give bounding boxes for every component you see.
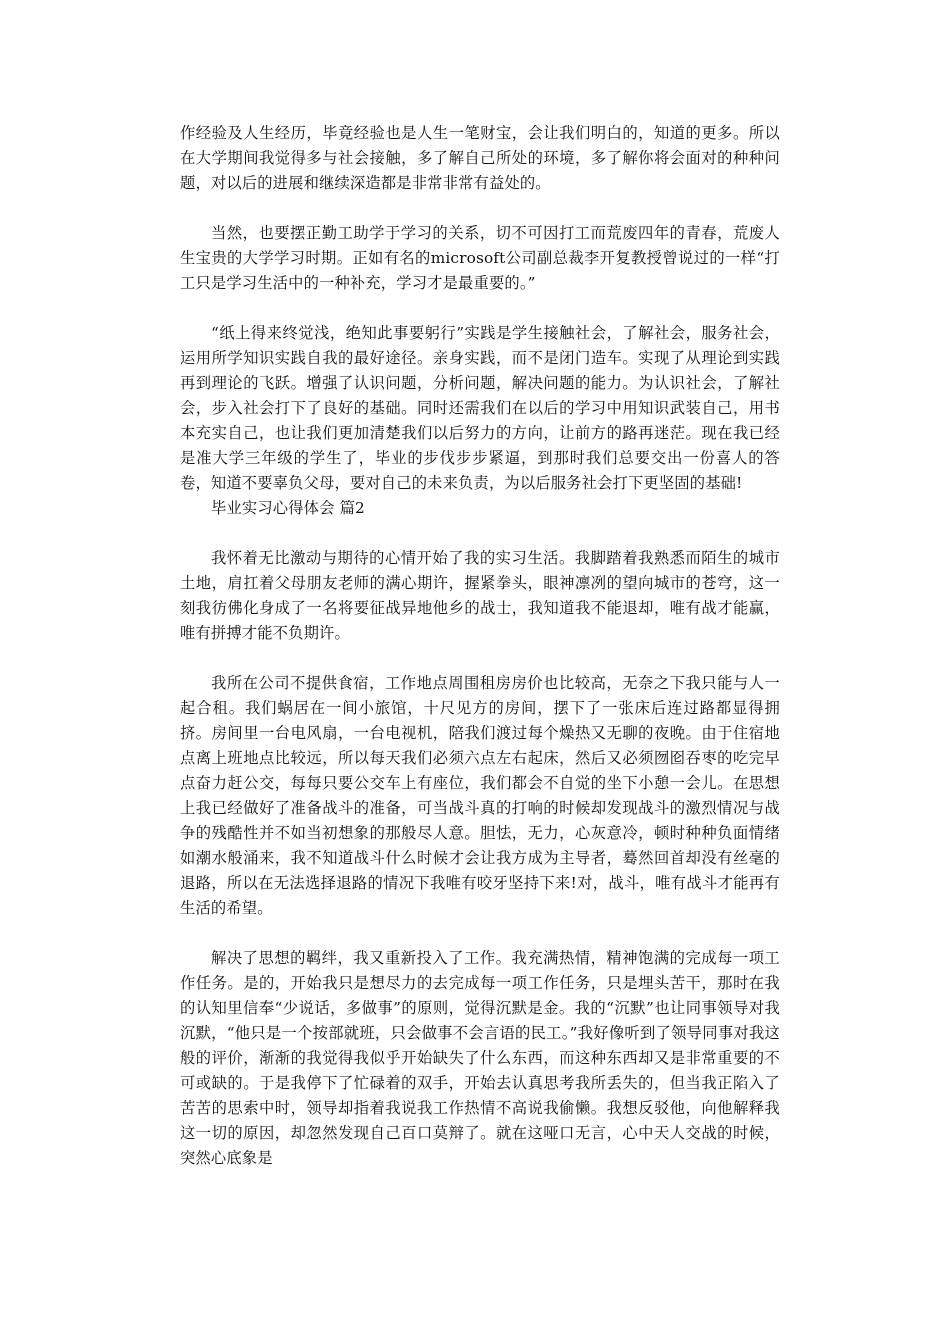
section-heading: 毕业实习心得体会 篇2 (211, 499, 365, 517)
section-paragraph-2: 我所在公司不提供食宿，工作地点周围租房房价也比较高，无奈之下我只能与人一起合租。我们蜗居在一间小旅馆，十尺见方的房间，摆下了一张床后连过路都显得拥挤。房间里一台电风扇，一台电视机，陪我们渡过每个燥热又无聊的夜晚。由于住宿地点离上班地点比较远，所以每天我们必须六点左右起床，然后又必须囫囵吞枣的吃完早点奋力赶公交，每每只要公交车上有座位，我们都会不自觉的坐下小憩一会儿。在思想上我已经做好了准备战斗的准备，可当战斗真的打响的时候却发现战斗的激烈情况与战争的残酷性并不如当初想象的那般尽人意。胆怯，无力，心灰意冷，顿时种种负面情绪如潮水般涌来，我不知道战斗什么时候才会让我方成为主导者，蓦然回首却没有丝毫的退路，所以在无法选择退路的情况下我唯有咬牙坚持下来!对，战斗，唯有战斗才能再有生活的希望。 (180, 674, 780, 917)
section-paragraph-1: 我怀着无比激动与期待的心情开始了我的实习生活。我脚踏着我熟悉而陌生的城市土地，肩扛着父母朋友老师的满心期许，握紧拳头，眼神凛冽的望向城市的苍穹，这一刻我彷佛化身成了一名将要征战异地他乡的战士，我知道我不能退却，唯有战才能赢，唯有拼搏才能不负期许。 (180, 549, 780, 642)
paragraph-1: 作经验及人生经历，毕竟经验也是人生一笔财宝，会让我们明白的，知道的更多。所以在大学期间我觉得多与社会接触，多了解自己所处的环境，多了解你将会面对的种种问题，对以后的进展和继续深造都是非常非常有益处的。 (180, 124, 780, 192)
paragraph-2: 当然，也要摆正勤工助学于学习的关系，切不可因打工而荒废四年的青春，荒废人生宝贵的大学学习时期。正如有名的microsoft公司副总裁李开复教授曾说过的一样“打工只是学习生活中的一种补充，学习才是最重要的。” (180, 224, 780, 292)
paragraph-3: “纸上得来终觉浅，绝知此事要躬行”实践是学生接触社会，了解社会，服务社会，运用所学知识实践自我的最好途径。亲身实践，而不是闭门造车。实现了从理论到实践再到理论的飞跃。增强了认识问题，分析问题，解决问题的能力。为认识社会，了解社会，步入社会打下了良好的基础。同时还需我们在以后的学习中用知识武装自己，用书本充实自己，也让我们更加清楚我们以后努力的方向，让前方的路再迷茫。现在我已经是准大学三年级的学生了，毕业的步伐步步紧逼，到那时我们总要交出一份喜人的答卷，知道不要辜负父母，要对自己的未来负责，为以后服务社会打下更坚固的基础! (180, 324, 780, 492)
document-page (180, 121, 780, 1171)
section-paragraph-3: 解决了思想的羁绊，我又重新投入了工作。我充满热情，精神饱满的完成每一项工作任务。是的，开始我只是想尽力的去完成每一项工作任务，只是埋头苦干，那时在我的认知里信奉“少说话，多做事”的原则，觉得沉默是金。我的“沉默”也让同事领导对我沉默，“他只是一个按部就班，只会做事不会言语的民工。”我好像听到了领导同事对我这般的评价，渐渐的我觉得我似乎开始缺失了什么东西，而这种东西却又是非常重要的不可或缺的。于是我停下了忙碌着的双手，开始去认真思考我所丢失的，但当我正陷入了苦苦的思索中时，领导却指着我说我工作热情不高说我偷懒。我想反驳他，向他解释我这一切的原因，却忽然发现自己百口莫辩了。就在这哑口无言，心中天人交战的时候，突然心底象是 (180, 949, 780, 1167)
